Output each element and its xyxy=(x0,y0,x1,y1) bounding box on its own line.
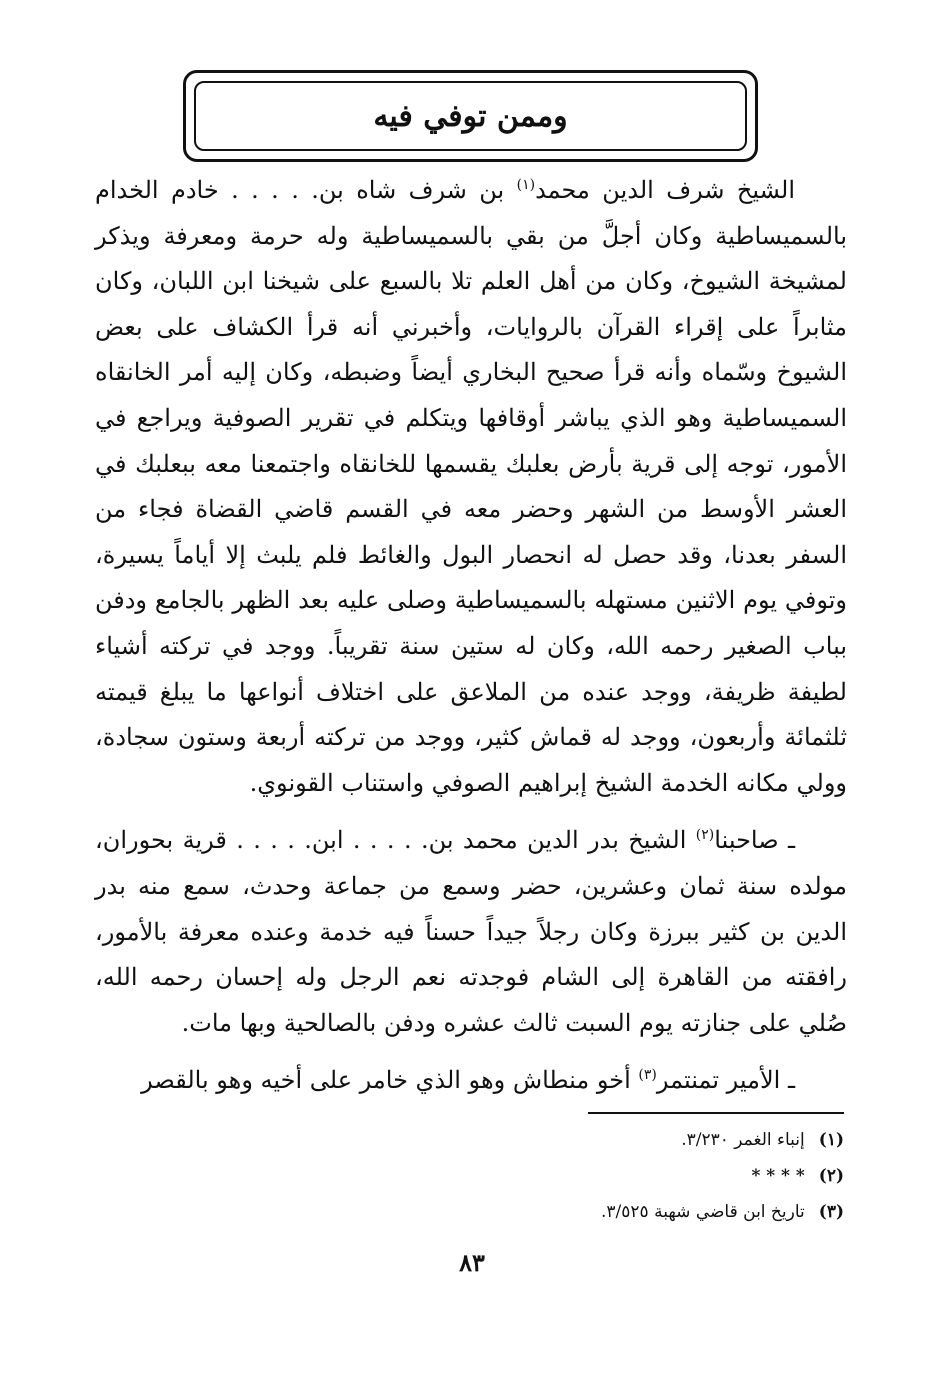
paragraph-2-lead: ـ صاحبنا xyxy=(714,826,796,855)
footnote-2-text: * * * * xyxy=(751,1166,805,1186)
paragraph-1 xyxy=(95,168,847,806)
footnote-2-number: (٢) xyxy=(818,1166,844,1186)
body-text xyxy=(95,168,847,1116)
paragraph-2 xyxy=(95,818,847,1046)
footnote-marker-3: (٣) xyxy=(638,1067,657,1084)
footnote-3-number: (٣) xyxy=(818,1202,844,1222)
footnote-1-number: (١) xyxy=(818,1130,844,1150)
paragraph-1-text: بن شرف شاه بن. . . . . خادم الخدام بالسميساطية وكان أجلَّ من بقي بالسميساطية وله حرمة ومعرفة ويذكر لمشيخة الشيوخ، وكان من أهل العلم تلا بالسبع على شيخنا ابن اللبان، وكان مثابراً على إقراء القرآن بالروايات، وأخبرني أنه قرأ الكشاف على بعض الشيوخ وسّماه وأنه قرأ صحيح البخاري أيضاً وضبطه، وكان إليه أمر الخانقاه السميساطية وهو الذي يباشر أوقافها ويتكلم في تقرير الصوفية ويراجع في الأمور، توجه إلى قرية بأرض بعلبك يقسمها للخانقاه واجتمعنا معه ببعلبك في العشر الأوسط من الشهر وحضر معه في القسم قاضي القضاة فجاء من السفر بعدنا، وقد حصل له انحصار البول والغائط فلم يلبث إلا أياماً يسيرة، وتوفي يوم الاثنين مستهله بالسميساطية وصلى عليه بعد الظهر بالجامع ودفن بباب الصغير رحمه الله، وكان له ستين سنة تقريباً. ووجد في تركته أشياء لطيفة ظريفة، ووجد عنده من الملاعق على اختلاف أنواعها ما يبلغ قيمته ثلثمائة وأربعون، ووجد له قماش كثير، ووجد من تركته أربعة وستون سجادة، وولي مكانه الخدمة الشيخ إبراهيم الصوفي واستناب القونوي. xyxy=(95,176,847,797)
page-number: ٨٣ xyxy=(459,1248,485,1277)
footnote-marker-1: (١) xyxy=(516,177,536,193)
footnote-3-text: تاريخ ابن قاضي شهبة ٣/٥٢٥. xyxy=(601,1202,805,1222)
title-inner-frame xyxy=(194,81,747,151)
title-frame xyxy=(183,70,758,162)
footnote-1 xyxy=(244,1122,844,1158)
paragraph-1-lead: الشيخ شرف الدين محمد xyxy=(535,176,795,204)
paragraph-3-lead: ـ الأمير تمنتمر xyxy=(656,1066,795,1095)
paragraph-2-text: الشيخ بدر الدين محمد بن. . . . . ابن. . . . . قرية بحوران، مولده سنة ثمان وعشرين، حضر وسمع من جماعة وحدث، سمع منه بدر الدين بن كثير ببرزة وكان رجلاً جيداً حسناً فيه خدمة وعنده معرفة بالأمور، رافقته من القاهرة إلى الشام فوجدته نعم الرجل وله إحسان رحمه الله، صُلي على جنازته يوم السبت ثالث عشره ودفن بالصالحية وبها مات. xyxy=(95,826,847,1037)
footnote-marker-2: (٢) xyxy=(695,827,715,844)
paragraph-3 xyxy=(95,1058,847,1104)
footnote-1-text: إنباء الغمر ٣/٢٣٠. xyxy=(681,1130,805,1150)
paragraph-3-text: أخو منطاش وهو الذي خامر على أخيه وهو بالقصر xyxy=(141,1066,639,1095)
footnote-divider xyxy=(588,1112,844,1114)
footnote-2 xyxy=(244,1158,844,1194)
footnotes xyxy=(244,1122,844,1230)
footnote-3 xyxy=(244,1194,844,1230)
section-title: وممن توفي فيه xyxy=(373,98,568,134)
